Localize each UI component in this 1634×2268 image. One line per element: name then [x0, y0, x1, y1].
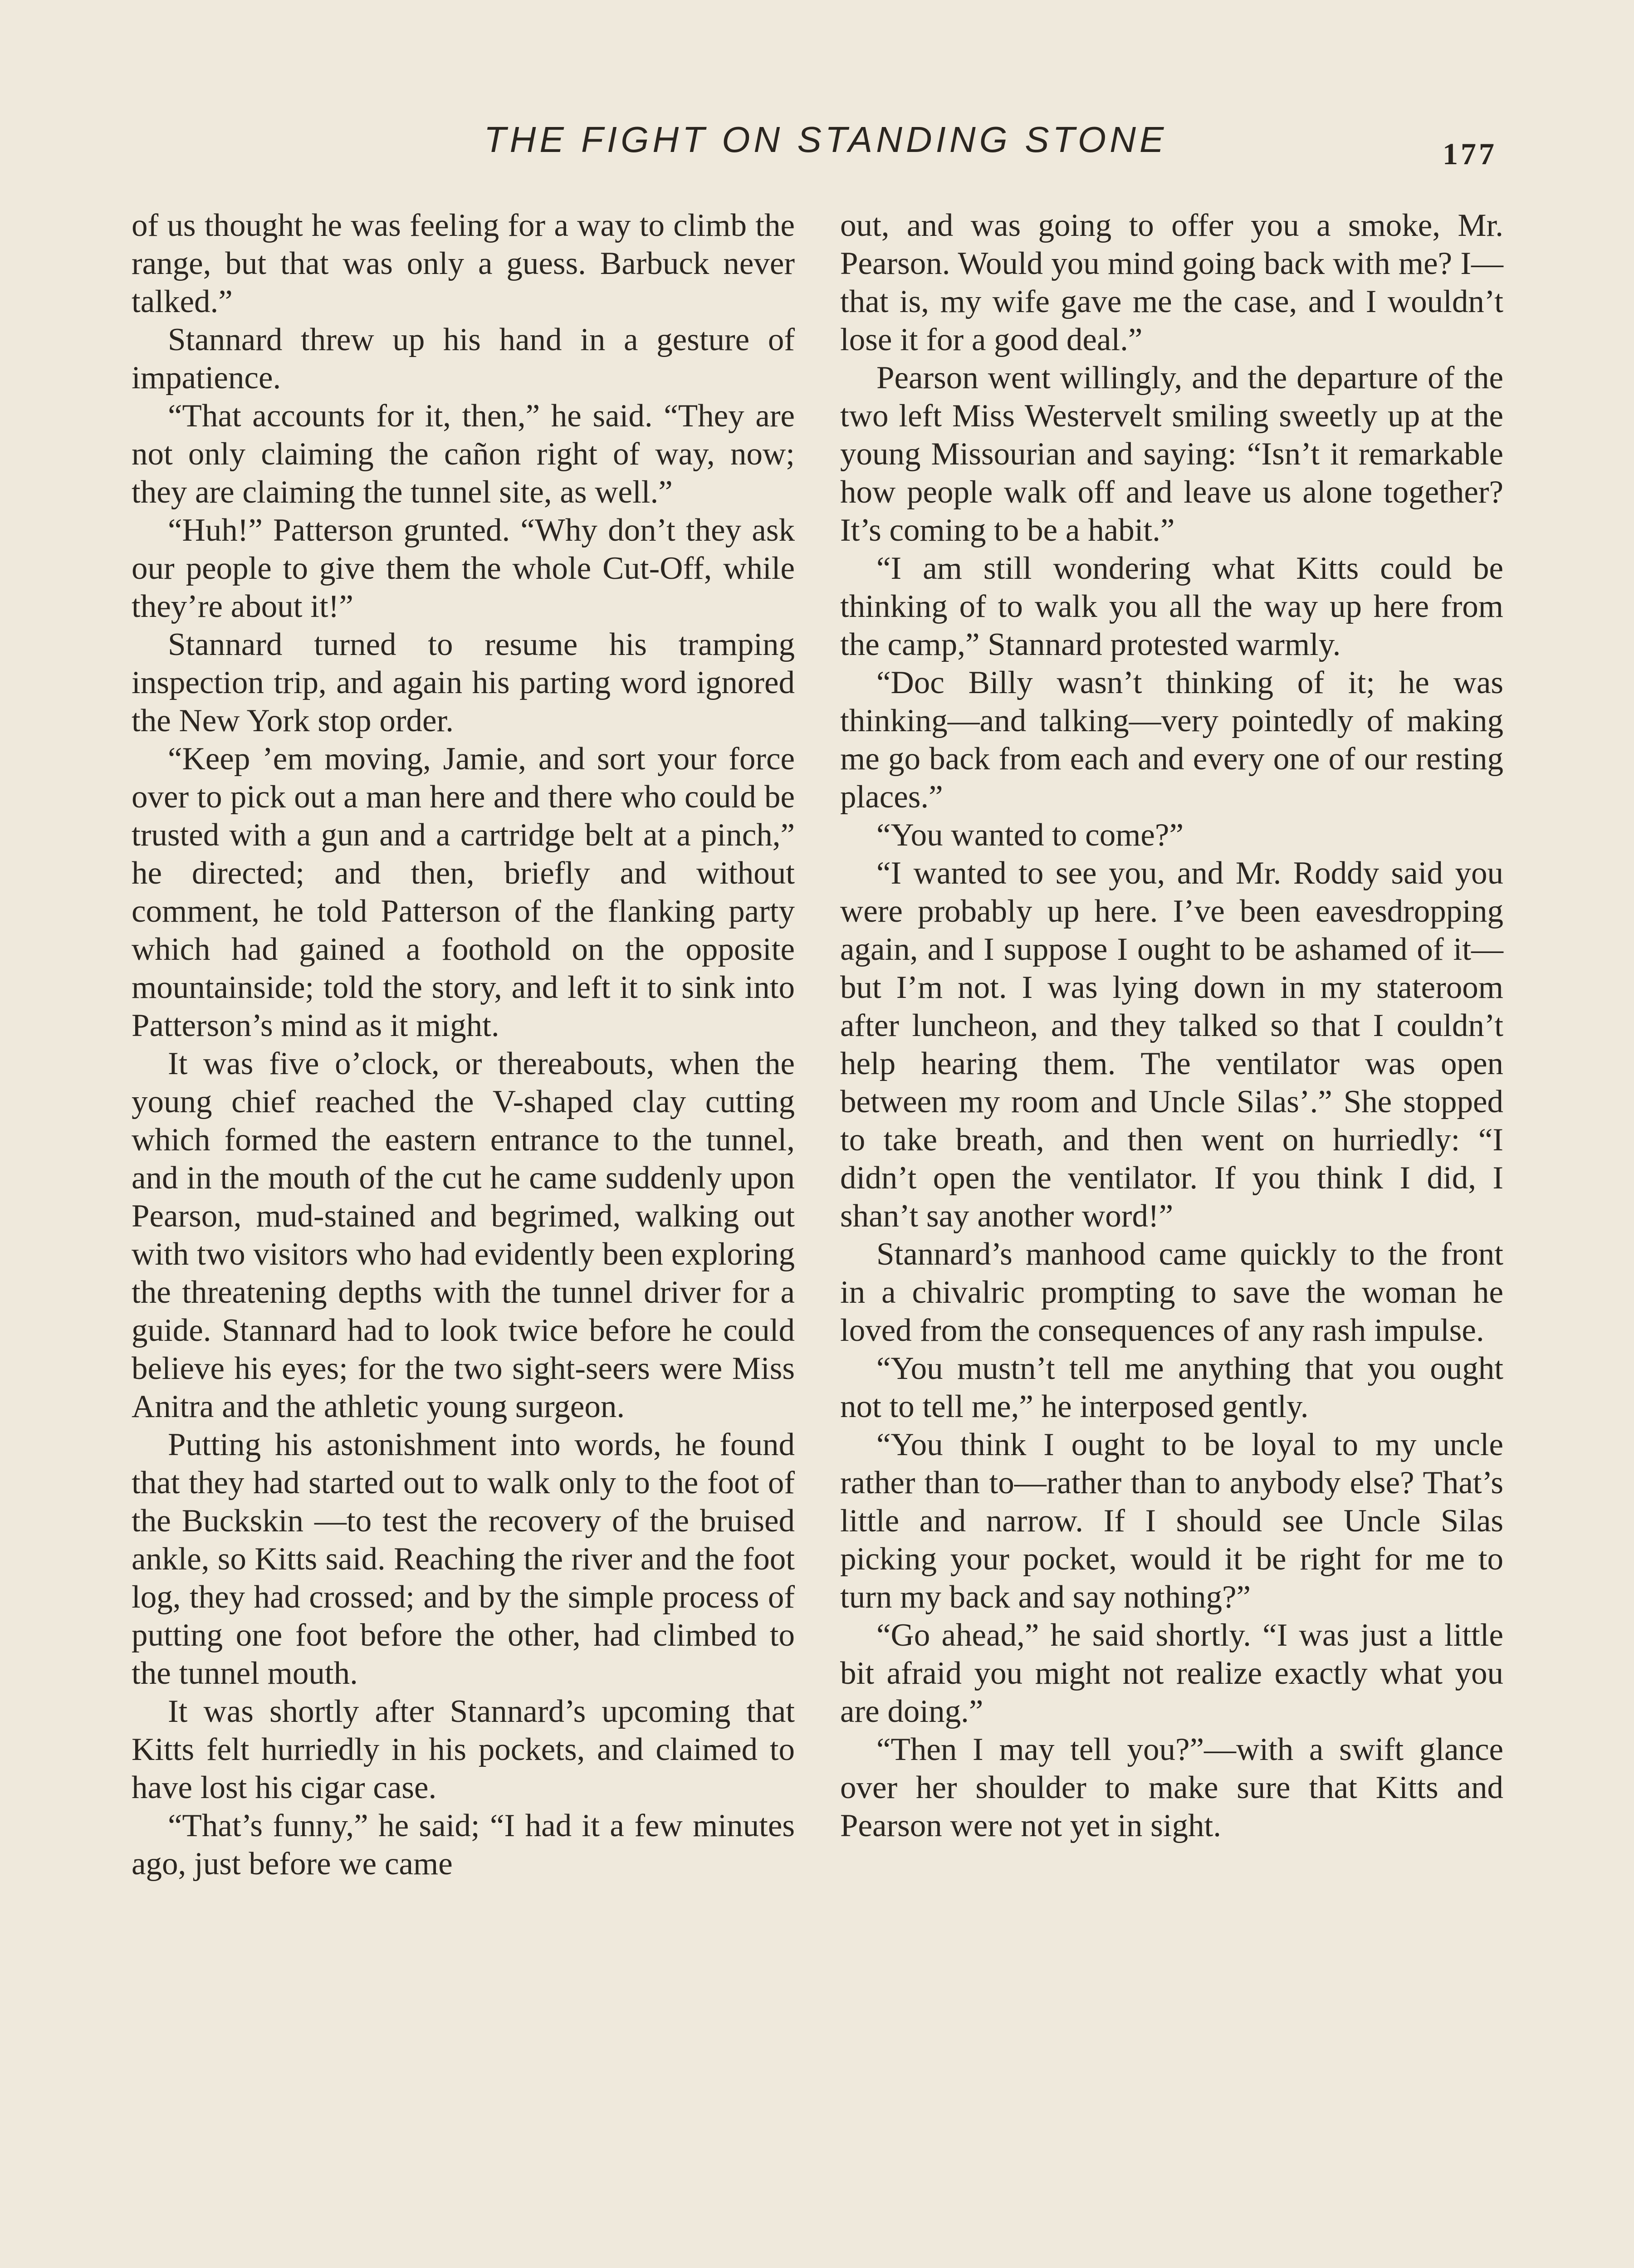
- paragraph: “I am still wondering what Kitts could be thinking of to walk you all the way up here from the camp,” Stannard protested warmly.: [840, 551, 1503, 662]
- paragraph: Stannard turned to resume his tramping inspection trip, and again his parting word ignored the New York stop order.: [132, 627, 795, 738]
- paragraph: “I wanted to see you, and Mr. Roddy said you were probably up here. I’ve been eavesdropping again, and I suppose I ought to be ashamed of it—but I’m not. I was lying down in my stateroom after luncheon, and they talked so that I couldn’t help hearing them. The ventilator was open between my room and Uncle Silas’.” She stopped to take breath, and then went on hurriedly: “I didn’t open the ventilator. If you think I did, I shan’t say another word!”: [840, 855, 1503, 1234]
- paragraph: It was shortly after Stannard’s upcoming that Kitts felt hurriedly in his pockets, and claimed to have lost his cigar case.: [132, 1694, 795, 1805]
- paragraph: “You wanted to come?”: [876, 817, 1184, 853]
- paragraph: “You think I ought to be loyal to my uncle rather than to—rather than to anybody else? That’s little and narrow. If I should see Uncle Silas picking your pocket, would it be right for me to turn my back and say nothing?”: [840, 1427, 1503, 1615]
- paragraph: “Go ahead,” he said shortly. “I was just a little bit afraid you might not realize exactly what you are doing.”: [840, 1618, 1503, 1729]
- paragraph: “That accounts for it, then,” he said. “They are not only claiming the cañon right of way, now; they are claiming the tunnel site, as well.”: [132, 398, 795, 510]
- left-column: [132, 206, 795, 1883]
- paragraph: “Keep ’em moving, Jamie, and sort your force over to pick out a man here and there who could be trusted with a gun and a cartridge belt at a pinch,” he directed; and then, briefly and without comment, he told Patterson of the flanking party which had gained a foothold on the opposite mountainside; told the story, and left it to sink into Patterson’s mind as it might.: [132, 741, 795, 1043]
- page-number: 177: [1443, 137, 1497, 171]
- paragraph: Stannard’s manhood came quickly to the front in a chivalric prompting to save the woman he loved from the consequences of any rash impulse.: [840, 1237, 1503, 1348]
- paragraph: Putting his astonishment into words, he found that they had started out to walk only to the foot of the Buckskin —to test the recovery of the bruised ankle, so Kitts said. Reaching the river and the foot log, they had crossed; and by the simple process of putting one foot before the other, had climbed to the tunnel mouth.: [132, 1427, 795, 1691]
- paragraph: “You mustn’t tell me anything that you ought not to tell me,” he interposed gently.: [840, 1351, 1503, 1424]
- running-header-title: THE FIGHT ON STANDING STONE: [484, 119, 1168, 160]
- paragraph: “Then I may tell you?”—with a swift glance over her shoulder to make sure that Kitts and Pearson were not yet in sight.: [840, 1732, 1503, 1843]
- paragraph: of us thought he was feeling for a way to climb the range, but that was only a guess. Barbuck never talked.”: [132, 208, 795, 319]
- paragraph: It was five o’clock, or thereabouts, when the young chief reached the V-shaped clay cutting which formed the eastern entrance to the tunnel, and in the mouth of the cut he came suddenly upon Pearson, mud-stained and begrimed, walking out with two visitors who had evidently been exploring the threatening depths with the tunnel driver for a guide. Stannard had to look twice before he could believe his eyes; for the two sight-seers were Miss Anitra and the athletic young surgeon.: [132, 1046, 795, 1424]
- paragraph: “That’s funny,” he said; “I had it a few minutes ago, just before we came: [132, 1808, 795, 1882]
- paragraph: Pearson went willingly, and the departure of the two left Miss Westervelt smiling sweetly up at the young Missourian and saying: “Isn’t it remarkable how people walk off and leave us alone together? It’s coming to be a habit.”: [840, 360, 1503, 548]
- paragraph: “Doc Billy wasn’t thinking of it; he was thinking—and talking—very pointedly of making me go back from each and every one of our resting places.”: [840, 665, 1503, 815]
- paragraph: Stannard threw up his hand in a gesture of impatience.: [132, 322, 795, 396]
- paragraph: “Huh!” Patterson grunted. “Why don’t they ask our people to give them the whole Cut-Off, while they’re about it!”: [132, 513, 795, 624]
- right-column: [840, 206, 1503, 1845]
- paragraph: out, and was going to offer you a smoke, Mr. Pearson. Would you mind going back with me? I—that is, my wife gave me the case, and I wouldn’t lose it for a good deal.”: [840, 208, 1503, 357]
